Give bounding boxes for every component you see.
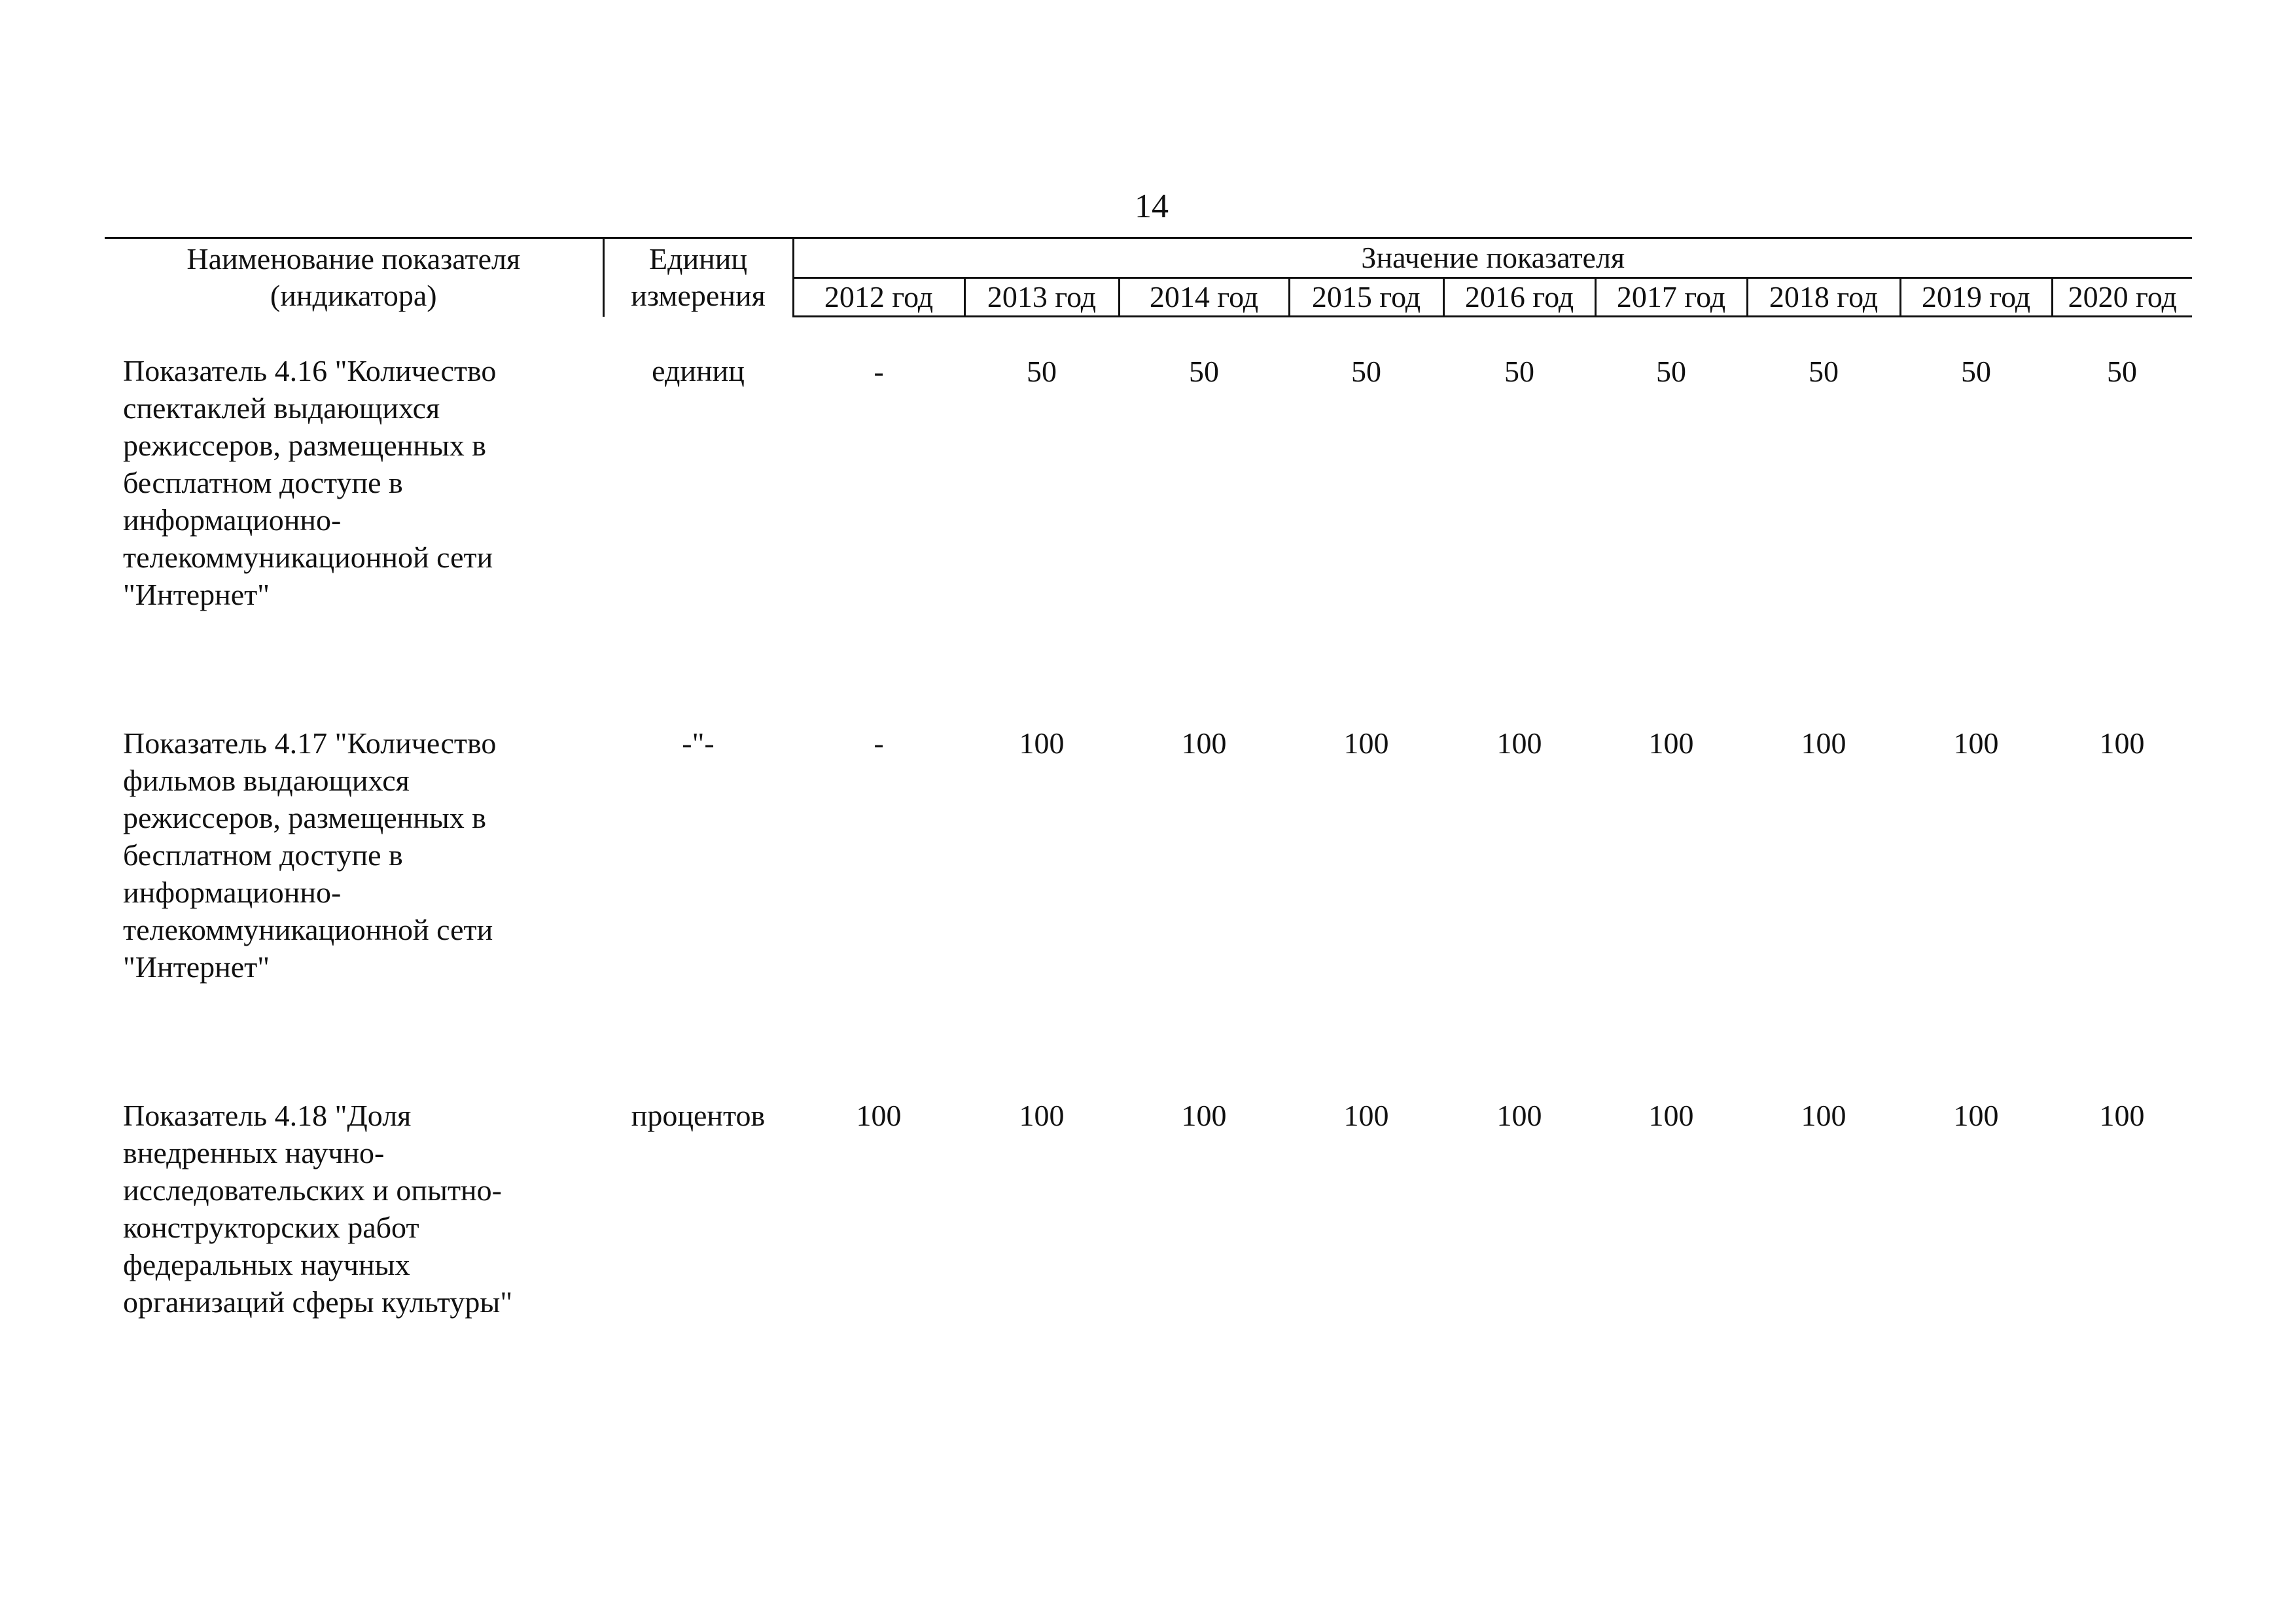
indicator-value: 100	[1953, 726, 1999, 760]
indicator-value: 100	[2099, 1098, 2145, 1132]
indicator-name-line: организаций сферы культуры"	[123, 1285, 513, 1319]
indicator-value: 100	[1019, 1098, 1065, 1132]
indicator-value: 100	[1343, 1098, 1389, 1132]
indicator-value: 50	[1809, 355, 1839, 388]
indicator-name-line: режиссеров, размещенных в	[123, 800, 487, 834]
header-year: 2014 год	[1119, 278, 1289, 317]
indicator-name-line: федеральных научных	[123, 1247, 410, 1281]
header-year: 2013 год	[964, 278, 1119, 317]
indicator-value: 50	[1656, 355, 1686, 388]
indicator-name-line: внедренных научно-	[123, 1135, 385, 1169]
header-year: 2015 год	[1289, 278, 1443, 317]
indicator-unit: процентов	[631, 1098, 766, 1132]
indicator-value: 100	[1648, 1098, 1694, 1132]
header-unit-line1: Единиц	[649, 242, 747, 276]
indicator-table	[105, 237, 2192, 1321]
indicator-name-line: Показатель 4.18 "Доля	[123, 1098, 412, 1132]
indicator-value: -	[874, 355, 884, 388]
indicator-name	[105, 613, 603, 986]
indicator-value: 100	[2099, 726, 2145, 760]
indicator-unit: -"-	[682, 726, 715, 760]
indicator-name-line: бесплатном доступе в	[123, 838, 403, 872]
indicator-value: 100	[1343, 726, 1389, 760]
indicator-value: 50	[1351, 355, 1381, 388]
indicator-value: 100	[1496, 1098, 1542, 1132]
indicator-value: 100	[1801, 726, 1846, 760]
indicator-name-line: спектаклей выдающихся	[123, 391, 440, 425]
header-name-line1: Наименование показателя	[186, 242, 521, 276]
indicator-value: 50	[1961, 355, 1991, 388]
header-row-1	[105, 238, 2192, 278]
indicator-name-line: информационно-	[123, 875, 342, 909]
indicator-value: 100	[1019, 726, 1065, 760]
indicator-name-line: фильмов выдающихся	[123, 763, 410, 797]
indicator-value: 100	[856, 1098, 902, 1132]
header-indicator-name	[105, 238, 603, 317]
indicator-name-line: Показатель 4.17 "Количество	[123, 726, 497, 760]
header-year: 2019 год	[1900, 278, 2052, 317]
indicator-value: 100	[1953, 1098, 1999, 1132]
header-unit-line2: измерения	[631, 279, 766, 313]
indicator-value: 50	[1504, 355, 1534, 388]
header-year: 2016 год	[1443, 278, 1595, 317]
indicator-name-line: информационно-	[123, 503, 342, 537]
indicator-name-line: конструкторских работ	[123, 1210, 419, 1244]
indicator-name-line: телекоммуникационной сети	[123, 540, 493, 574]
indicator-name-line: режиссеров, размещенных в	[123, 428, 487, 462]
table-row	[105, 317, 2192, 613]
table-row	[105, 986, 2192, 1321]
header-year: 2020 год	[2052, 278, 2192, 317]
indicator-name-line: Показатель 4.16 "Количество	[123, 353, 497, 387]
header-year: 2018 год	[1747, 278, 1900, 317]
header-year: 2012 год	[793, 278, 964, 317]
indicator-value: 50	[1027, 355, 1057, 388]
indicator-value: 50	[1189, 355, 1219, 388]
indicator-value: -	[874, 726, 884, 760]
indicator-value: 100	[1801, 1098, 1846, 1132]
indicator-value: 100	[1496, 726, 1542, 760]
indicator-value: 100	[1648, 726, 1694, 760]
indicator-name	[105, 317, 603, 613]
page-number: 14	[1135, 188, 1169, 225]
indicator-name-line: "Интернет"	[123, 950, 270, 984]
table-row	[105, 613, 2192, 986]
indicator-name-line: телекоммуникационной сети	[123, 912, 493, 946]
header-unit	[603, 238, 793, 317]
indicator-value: 50	[2107, 355, 2137, 388]
header-values-group: Значение показателя	[793, 238, 2192, 278]
indicator-name-line: бесплатном доступе в	[123, 465, 403, 499]
indicator-value: 100	[1181, 726, 1227, 760]
indicator-unit: единиц	[652, 353, 745, 387]
header-year: 2017 год	[1595, 278, 1747, 317]
indicator-name	[105, 986, 603, 1321]
header-name-line2: (индикатора)	[270, 279, 437, 313]
indicator-value: 100	[1181, 1098, 1227, 1132]
indicator-name-line: исследовательских и опытно-	[123, 1173, 502, 1207]
indicator-name-line: "Интернет"	[123, 577, 270, 611]
